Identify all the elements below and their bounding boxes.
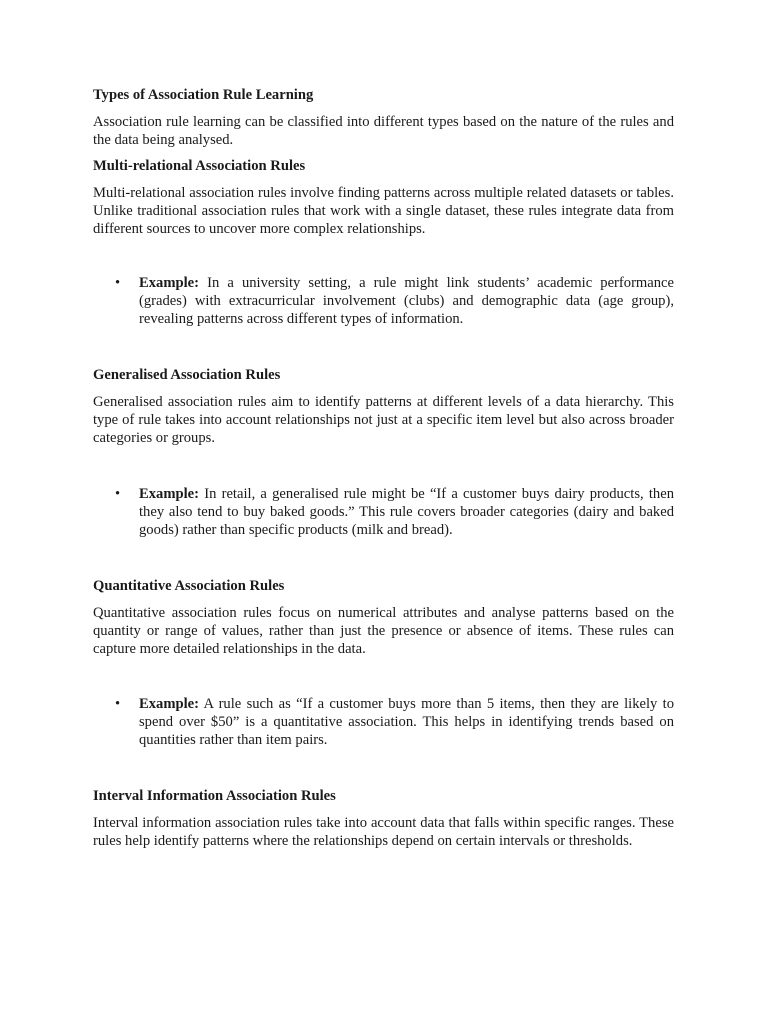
bullet-icon: •: [115, 486, 121, 502]
document-page: [93, 86, 674, 850]
section-body-quantitative: Quantitative association rules focus on numerical attributes and analyse patterns based on the quantity or range of values, rather than just the presence or absence of items. These rules can capture more detailed relationships in the data.: [93, 605, 674, 657]
example-list-generalised: [93, 485, 674, 539]
example-list-quantitative: [93, 695, 674, 749]
example-text: In retail, a generalised rule might be “If a customer buys dairy products, then they also tend to buy baked goods.” This rule covers broader categories (dairy and baked goods) rather than specific products (milk and bread).: [139, 486, 674, 538]
example-label: Example:: [139, 486, 199, 502]
example-list-multi-relational: [93, 274, 674, 328]
section-body-generalised: Generalised association rules aim to identify patterns at different levels of a data hierarchy. This type of rule takes into account relationships not just at a specific item level but also across broader categories or groups.: [93, 394, 674, 446]
example-text: In a university setting, a rule might link students’ academic performance (grades) with extracurricular involvement (clubs) and demographic data (age group), revealing patterns across different types of information.: [139, 275, 675, 327]
bullet-icon: •: [115, 696, 121, 712]
document-title: Types of Association Rule Learning: [93, 87, 314, 103]
section-body-multi-relational: Multi-relational association rules involve finding patterns across multiple related datasets or tables. Unlike traditional association rules that work with a single dataset, these rules integrate data from different sources to uncover more complex relationships.: [93, 185, 674, 237]
example-item: [93, 274, 674, 328]
example-item: [93, 485, 674, 539]
section-heading-quantitative: Quantitative Association Rules: [93, 578, 285, 594]
section-heading-multi-relational: Multi-relational Association Rules: [93, 158, 306, 174]
bullet-icon: •: [115, 275, 121, 291]
example-item: [93, 695, 674, 749]
section-heading-interval: Interval Information Association Rules: [93, 788, 336, 804]
example-label: Example:: [139, 275, 199, 291]
section-body-interval: Interval information association rules take into account data that falls within specific ranges. These rules help identify patterns where the relationships depend on certain intervals or thresholds.: [93, 815, 674, 849]
intro-paragraph: Association rule learning can be classified into different types based on the nature of the rules and the data being analysed.: [93, 114, 674, 148]
example-text: A rule such as “If a customer buys more than 5 items, then they are likely to spend over $50” is a quantitative association. This helps in identifying trends based on quantities rather than item pairs.: [139, 696, 674, 748]
example-label: Example:: [139, 696, 199, 712]
section-heading-generalised: Generalised Association Rules: [93, 367, 281, 383]
